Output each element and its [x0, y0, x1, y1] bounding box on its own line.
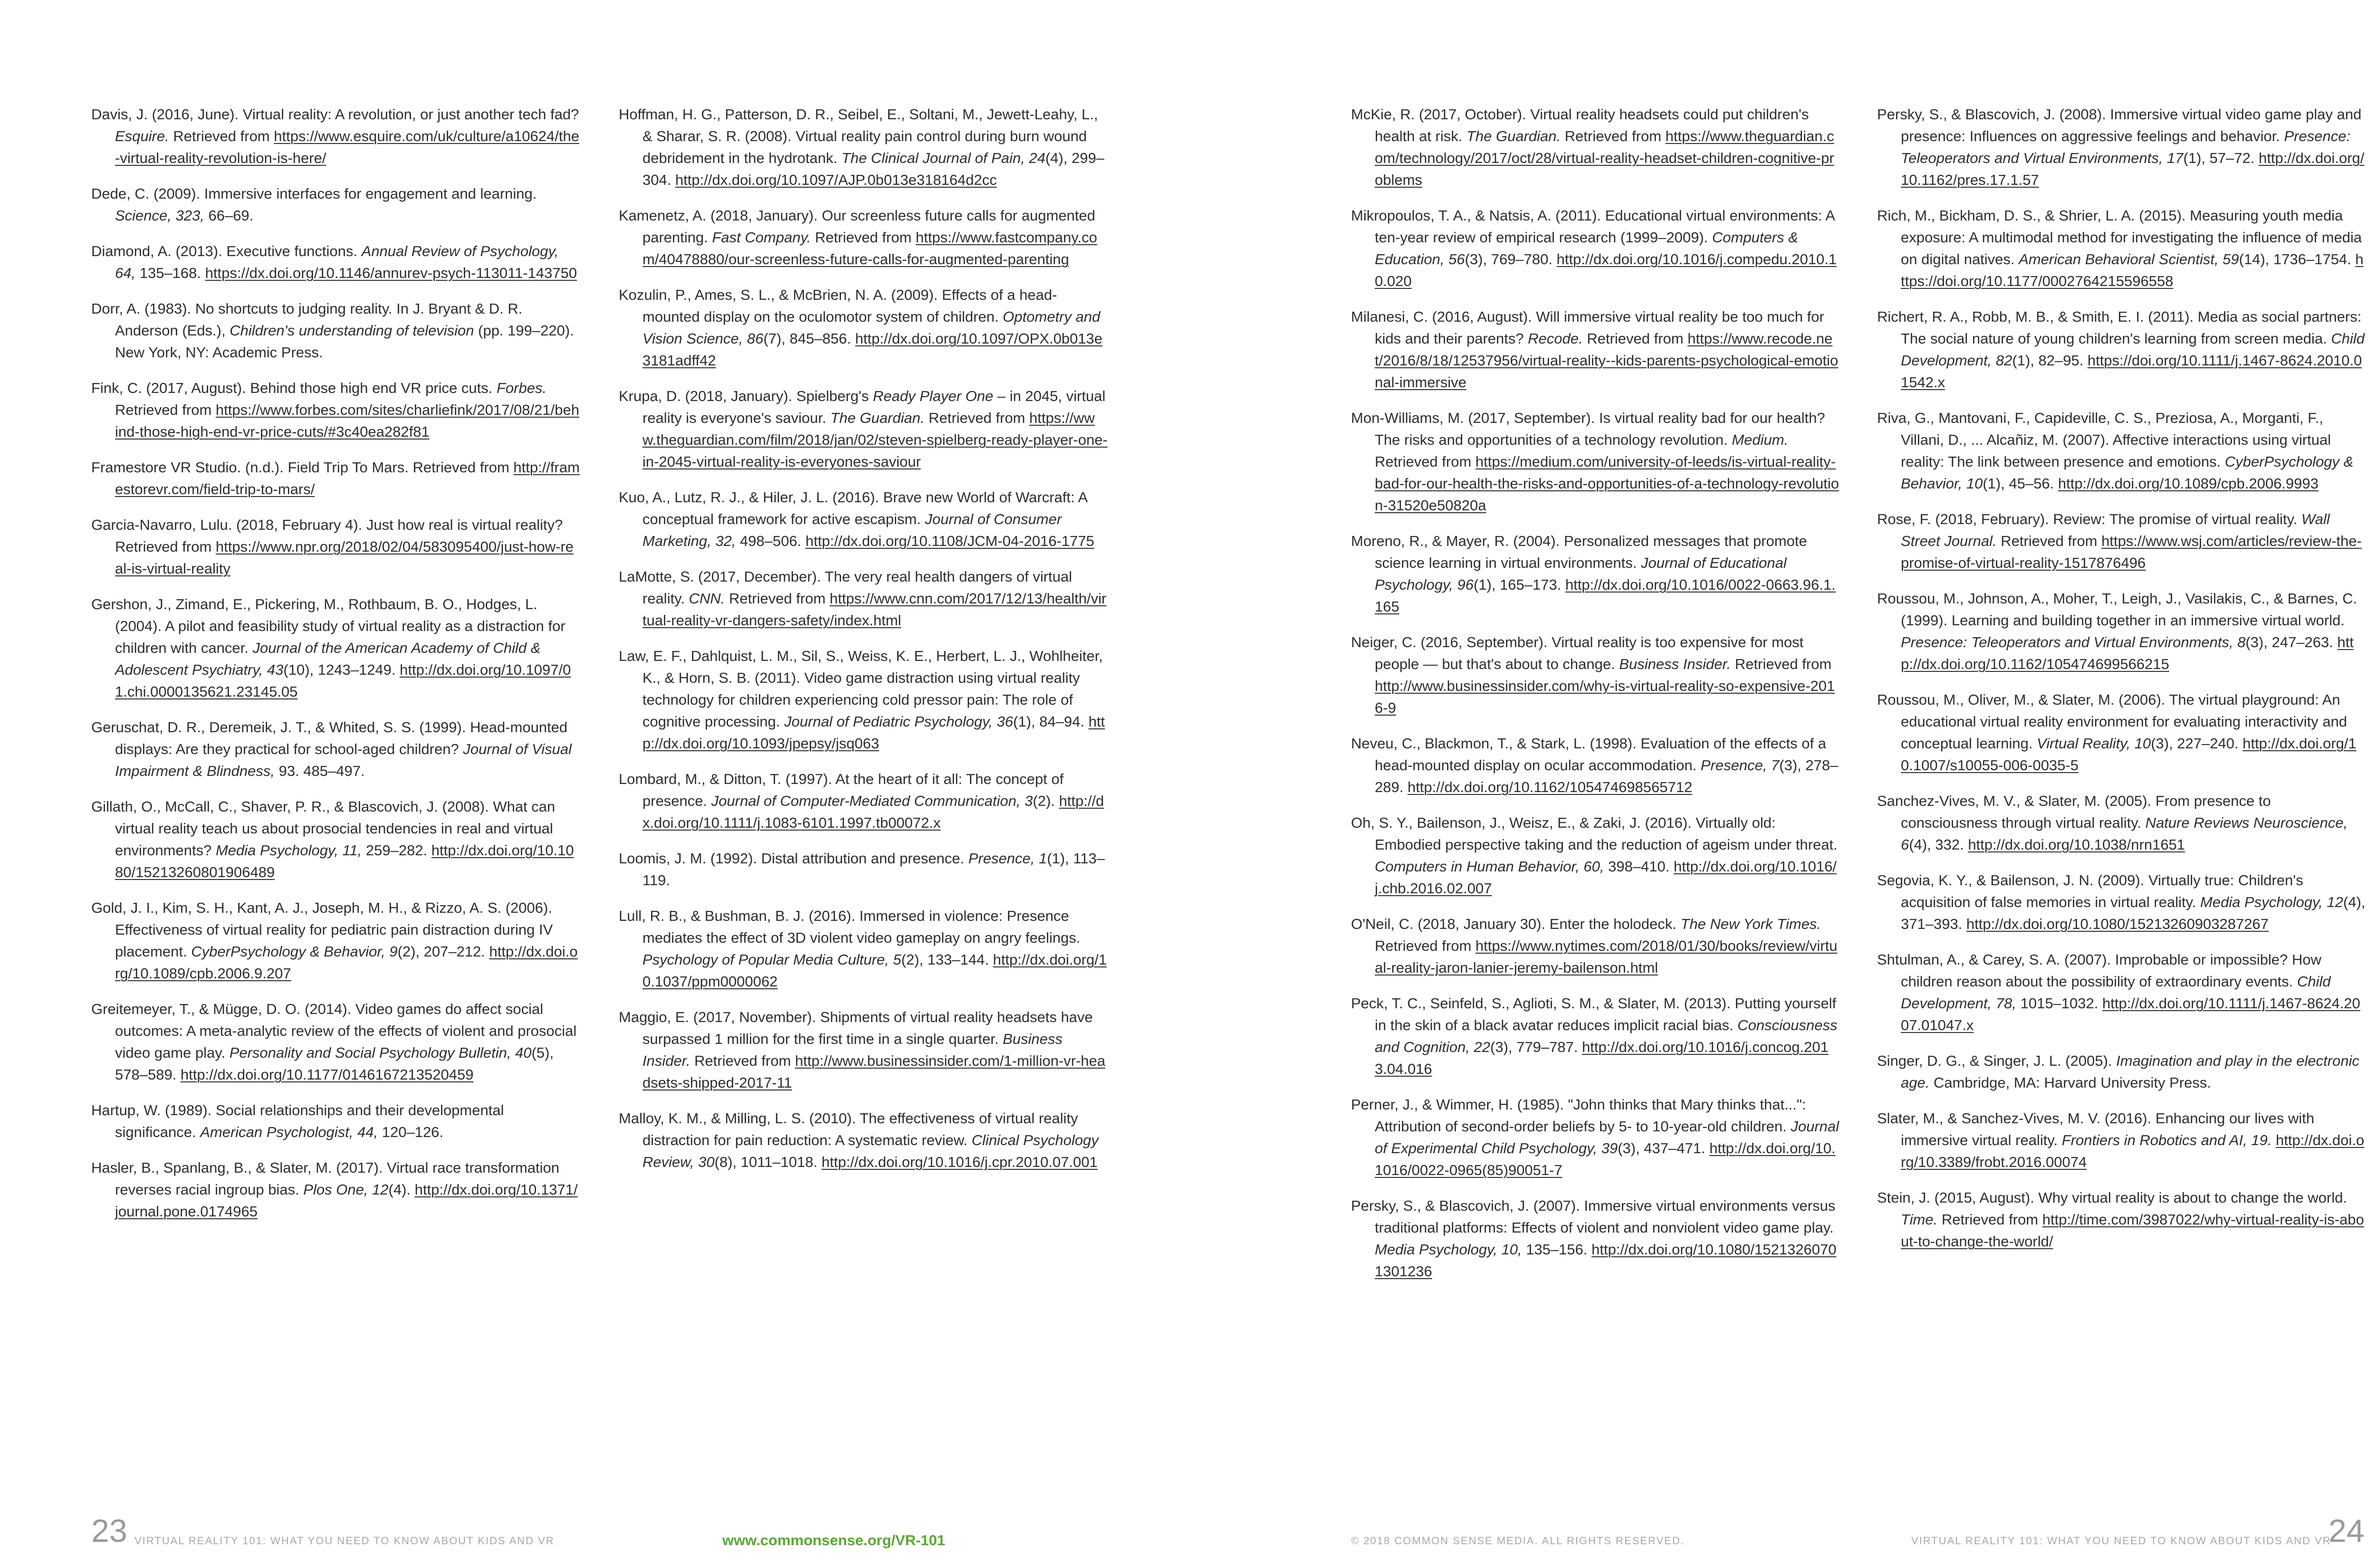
reference-text: Diamond, A. (2013). Executive functions.	[91, 243, 362, 259]
reference-text: Persky, S., & Blascovich, J. (2007). Immersive virtual environments versus traditional platforms: Effects of violent and nonviolent video game play.	[1351, 1197, 1836, 1236]
reference-source-title: Time.	[1901, 1211, 1938, 1228]
reference-entry	[1877, 508, 2366, 574]
reference-url-link[interactable]: http://dx.doi.org/10.1007/s10055-006-0035-5	[1901, 735, 2357, 774]
reference-text: 120–126.	[378, 1124, 444, 1140]
reference-text: Gershon, J., Zimand, E., Pickering, M., Rothbaum, B. O., Hodges, L. (2004). A pilot and feasibility study of virtual reality as a distraction for children with cancer.	[91, 596, 565, 656]
reference-text: Retrieved from	[1561, 128, 1666, 144]
reference-text: Peck, T. C., Seinfeld, S., Aglioti, S. M., & Slater, M. (2013). Putting yourself in the skin of a black avatar reduces implicit racial bias.	[1351, 995, 1837, 1033]
reference-entry	[91, 240, 581, 284]
reference-text: (10), 1243–1249.	[283, 661, 400, 678]
reference-text: Retrieved from	[725, 590, 830, 607]
reference-text: Davis, J. (2016, June). Virtual reality: A revolution, or just another tech fad?	[91, 106, 579, 123]
reference-entry	[1351, 104, 1840, 191]
reference-url-link[interactable]: http://dx.doi.org/10.1089/cpb.2006.9993	[2058, 475, 2319, 492]
reference-entry	[619, 205, 1108, 270]
reference-entry	[1877, 870, 2366, 935]
reference-text: Retrieved from	[169, 128, 274, 144]
reference-url-link[interactable]: https://www.esquire.com/uk/culture/a10624/the-virtual-reality-revolution-is-here/	[115, 128, 579, 166]
reference-source-title: Business Insider.	[642, 1031, 1063, 1069]
reference-source-title: Clinical Psychology Review, 30	[642, 1132, 1099, 1170]
reference-text: (3), 227–240.	[2151, 735, 2243, 752]
reference-text: (3), 247–263.	[2245, 634, 2338, 650]
reference-text: Garcia-Navarro, Lulu. (2018, February 4). Just how real is virtual reality? Retrieved from	[91, 516, 563, 555]
reference-text: Malloy, K. M., & Milling, L. S. (2010). The effectiveness of virtual reality distraction for pain reduction: A systematic review.	[619, 1110, 1078, 1148]
reference-url-link[interactable]: http://dx.doi.org/10.1016/j.concog.2013.04.016	[1375, 1039, 1829, 1077]
reference-url-link[interactable]: http://www.businessinsider.com/why-is-virtual-reality-so-expensive-2016-9	[1375, 678, 1835, 716]
reference-text: Greitemeyer, T., & Mügge, D. O. (2014). Video games do affect social outcomes: A meta-analytic review of the effects of violent and prosocial video game play.	[91, 1001, 577, 1061]
reference-source-title: The Guardian.	[830, 410, 925, 426]
reference-entry	[91, 457, 581, 500]
reference-text: Retrieved from	[1582, 330, 1688, 347]
reference-url-link[interactable]: http://dx.doi.org/10.1016/j.chb.2016.02.007	[1375, 858, 1837, 897]
reference-entry	[619, 645, 1108, 755]
reference-url-link[interactable]: http://dx.doi.org/10.1162/105474698565712	[1407, 779, 1693, 795]
reference-text: (4), 332.	[1909, 836, 1968, 853]
reference-entry	[619, 905, 1108, 993]
reference-source-title: Child Development, 82	[1901, 330, 2365, 369]
reference-text: Dede, C. (2009). Immersive interfaces for engagement and learning.	[91, 185, 537, 202]
website-link[interactable]: www.commonsense.org/VR-101	[722, 1532, 946, 1549]
reference-text: Framestore VR Studio. (n.d.). Field Trip To Mars. Retrieved from	[91, 459, 514, 476]
reference-source-title: Journal of Educational Psychology, 96	[1375, 555, 1787, 593]
reference-text: Retrieved from	[115, 402, 216, 418]
reference-entry	[91, 1157, 581, 1223]
reference-entry	[91, 897, 581, 985]
reference-text: Neiger, C. (2016, September). Virtual reality is too expensive for most people — but that's about to change.	[1351, 634, 1804, 672]
reference-text: Retrieved from	[811, 229, 916, 246]
reference-url-link[interactable]: https://doi.org/10.1177/0002764215596558	[1901, 251, 2364, 289]
reference-url-link[interactable]: http://dx.doi.org/10.1097/AJP.0b013e318164d2cc	[675, 172, 997, 188]
reference-text: Loomis, J. M. (1992). Distal attribution and presence.	[619, 850, 968, 867]
reference-url-link[interactable]: http://dx.doi.org/10.1080/15213260801906489	[115, 842, 574, 880]
reference-text: (7), 845–856.	[763, 330, 855, 347]
running-title-left: VIRTUAL REALITY 101: WHAT YOU NEED TO KNOW ABOUT KIDS AND VR	[134, 1535, 555, 1547]
reference-source-title: Presence, 1	[968, 850, 1047, 867]
reference-entry	[1351, 1195, 1840, 1282]
reference-source-title: Computers & Education, 56	[1375, 229, 1798, 268]
reference-text: (1), 57–72.	[2183, 150, 2259, 166]
reference-entry	[619, 385, 1108, 473]
reference-text: Fink, C. (2017, August). Behind those high end VR price cuts.	[91, 380, 497, 396]
reference-url-link[interactable]: http://dx.doi.org/10.1080/15213260903287267	[1966, 916, 2269, 932]
reference-entry	[619, 1006, 1108, 1094]
page-number-right: 24	[2328, 1513, 2365, 1549]
reference-text: Mikropoulos, T. A., & Natsis, A. (2011). Educational virtual environments: A ten-year review of empirical research (1999–2009).	[1351, 207, 1835, 246]
reference-entry	[619, 768, 1108, 834]
reference-source-title: Optometry and Vision Science, 86	[642, 308, 1101, 347]
reference-entry	[1877, 1108, 2366, 1173]
reference-url-link[interactable]: http://time.com/3987022/why-virtual-reality-is-about-to-change-the-world/	[1901, 1211, 2364, 1250]
reference-source-title: CNN.	[689, 590, 725, 607]
reference-text: Lombard, M., & Ditton, T. (1997). At the heart of it all: The concept of presence.	[619, 771, 1064, 809]
reference-url-link[interactable]: http://dx.doi.org/10.1038/nrn1651	[1968, 836, 2185, 853]
reference-url-link[interactable]: http://dx.doi.org/10.1162/105474699566215	[1901, 634, 2354, 672]
reference-text	[2271, 1132, 2276, 1148]
reference-source-title: Frontiers in Robotics and AI, 19.	[2061, 1132, 2272, 1148]
reference-url-link[interactable]: http://dx.doi.org/10.1371/journal.pone.0174965	[115, 1181, 578, 1220]
reference-text: 398–410.	[1604, 858, 1674, 875]
reference-text: (4), 299–304.	[642, 150, 1104, 188]
reference-text: Retrieved from	[1375, 937, 1475, 954]
copyright-notice: © 2018 COMMON SENSE MEDIA. ALL RIGHTS RESERVED.	[1351, 1535, 1685, 1547]
page-number-left: 23	[91, 1513, 127, 1549]
reference-entry	[91, 998, 581, 1086]
reference-entry	[1351, 812, 1840, 899]
reference-entry	[91, 593, 581, 703]
reference-source-title: CyberPsychology & Behavior, 10	[1901, 453, 2354, 492]
reference-text: 66–69.	[204, 207, 254, 224]
reference-entry	[1351, 913, 1840, 979]
reference-entry	[1877, 306, 2366, 393]
reference-text: (2), 133–144.	[901, 951, 993, 968]
reference-entry	[1877, 104, 2366, 191]
reference-source-title: Journal of Computer-Mediated Communication, 3	[711, 793, 1033, 809]
reference-source-title: Forbes.	[496, 380, 547, 396]
reference-text: Cambridge, MA: Harvard University Press.	[1929, 1074, 2211, 1091]
reference-text: (1), 165–173.	[1473, 576, 1565, 593]
reference-text: Kozulin, P., Ames, S. L., & McBrien, N. A. (2009). Effects of a head-mounted display on the oculomotor system of children.	[619, 287, 1057, 325]
reference-text: Sanchez-Vives, M. V., & Slater, M. (2005). From presence to consciousness through virtual reality.	[1877, 793, 2271, 831]
reference-entry	[1877, 689, 2366, 776]
reference-source-title: Media Psychology, 11,	[215, 842, 362, 859]
reference-text: (1), 84–94.	[1013, 713, 1089, 730]
reference-text: Law, E. F., Dahlquist, L. M., Sil, S., Weiss, K. E., Herbert, L. J., Wohlheiter, K., & Horn, S. B. (2011). Video game distraction using virtual reality technology for children experiencing cold pressor pain: The role of cognitive processing.	[619, 648, 1103, 730]
reference-entry	[1351, 530, 1840, 618]
reference-entry	[1351, 407, 1840, 516]
reference-text: (3), 779–787.	[1490, 1039, 1582, 1055]
reference-url-link[interactable]: http://dx.doi.org/10.1108/JCM-04-2016-1775	[805, 533, 1094, 549]
reference-text: Gillath, O., McCall, C., Shaver, P. R., & Blascovich, J. (2008). What can virtual reality teach us about prosocial tendencies in real and virtual environments?	[91, 798, 556, 859]
reference-text: Perner, J., & Wimmer, H. (1985). "John thinks that Mary thinks that...": Attribution of second-order beliefs by 5- to 10-year-old children.	[1351, 1096, 1806, 1135]
reference-text: Krupa, D. (2018, January). Spielberg's	[619, 388, 873, 404]
reference-source-title: CyberPsychology & Behavior, 9	[191, 943, 398, 960]
reference-entry	[1877, 790, 2366, 856]
reference-source-title: Journal of Pediatric Psychology, 36	[784, 713, 1014, 730]
reference-source-title: Child Development, 78,	[1901, 973, 2331, 1012]
reference-source-title: Computers in Human Behavior, 60,	[1375, 858, 1604, 875]
reference-entry	[1351, 733, 1840, 798]
reference-url-link[interactable]: http://dx.doi.org/10.3389/frobt.2016.00074	[1901, 1132, 2365, 1170]
reference-text: Retrieved from	[1375, 453, 1475, 470]
reference-source-title: Science, 323,	[115, 207, 204, 224]
reference-entry	[91, 104, 581, 169]
reference-text: (1), 113–119.	[642, 850, 1105, 889]
reference-text: 93. 485–497.	[274, 763, 365, 779]
reference-text: Stein, J. (2015, August). Why virtual reality is about to change the world.	[1877, 1189, 2347, 1206]
reference-entry	[1877, 205, 2366, 292]
reference-text: Retrieved from	[1731, 656, 1832, 672]
reference-url-link[interactable]: https://www.fastcompany.com/40478880/our-screenless-future-calls-for-augmented-parenting	[642, 229, 1097, 268]
reference-source-title: Personality and Social Psychology Bulletin, 40	[229, 1044, 532, 1061]
reference-url-link[interactable]: https://www.theguardian.com/film/2018/jan/02/steven-spielberg-ready-player-one-in-2045-virtual-reality-is-everyones-saviour	[642, 410, 1108, 470]
reference-source-title: Business Insider.	[1619, 656, 1731, 672]
reference-source-title: Media Psychology, 10,	[1375, 1241, 1522, 1258]
reference-source-title: Journal of Consumer Marketing, 32,	[642, 511, 1062, 549]
reference-text: Moreno, R., & Mayer, R. (2004). Personalized messages that promote science learning in virtual environments.	[1351, 533, 1807, 571]
reference-entry	[91, 717, 581, 782]
reference-text: in 2045, virtual reality is everyone's saviour.	[642, 388, 1106, 426]
reference-source-title: Presence: Teleoperators and Virtual Environments, 8	[1901, 634, 2246, 650]
reference-url-link[interactable]: http://dx.doi.org/10.1016/j.compedu.2010.10.020	[1375, 251, 1837, 289]
reference-entry	[619, 487, 1108, 552]
reference-text: 1015–1032.	[2016, 995, 2102, 1012]
reference-column-4	[1877, 104, 2366, 1266]
reference-source-title: The Guardian.	[1466, 128, 1561, 144]
reference-url-link[interactable]: http://dx.doi.org/10.1080/15213260701301236	[1375, 1241, 1837, 1280]
reference-url-link[interactable]: http://dx.doi.org/10.1111/j.1083-6101.1997.tb00072.x	[642, 793, 1104, 831]
reference-text: McKie, R. (2017, October). Virtual reality headsets could put children's health at risk.	[1351, 106, 1809, 144]
reference-entry	[619, 104, 1108, 191]
reference-entry	[91, 1100, 581, 1143]
reference-text: LaMotte, S. (2017, December). The very real health dangers of virtual reality.	[619, 568, 1073, 607]
reference-entry	[1877, 1187, 2366, 1252]
reference-text: Hasler, B., Spanlang, B., & Slater, M. (2017). Virtual race transformation reverses racial ingroup bias.	[91, 1159, 560, 1198]
reference-text: Retrieved from	[924, 410, 1029, 426]
reference-entry	[619, 1108, 1108, 1173]
reference-text: Rich, M., Bickham, D. S., & Shrier, L. A. (2015). Measuring youth media exposure: A multimodal method for investigating the influence of media on digital natives.	[1877, 207, 2362, 268]
reference-entry	[1877, 407, 2366, 495]
reference-entry	[1877, 949, 2366, 1036]
reference-source-title: Consciousness and Cognition, 22	[1375, 1017, 1838, 1055]
reference-text: 259–282.	[362, 842, 431, 859]
reference-entry	[91, 298, 581, 363]
reference-source-title: Journal of Visual Impairment & Blindness,	[115, 741, 572, 779]
reference-text: O'Neil, C. (2018, January 30). Enter the holodeck.	[1351, 916, 1681, 932]
reference-text: (4).	[388, 1181, 415, 1198]
reference-url-link[interactable]: http://dx.doi.org/10.1016/0022-0965(85)90051-7	[1375, 1140, 1836, 1178]
reference-source-title: Psychology of Popular Media Culture, 5	[642, 951, 901, 968]
reference-url-link[interactable]: http://dx.doi.org/10.1162/pres.17.1.57	[1901, 150, 2365, 188]
reference-source-title: Medium.	[1732, 431, 1789, 448]
reference-entry	[619, 566, 1108, 631]
reference-source-title: Journal of Experimental Child Psychology, 39	[1375, 1118, 1839, 1157]
reference-entry	[1351, 205, 1840, 292]
reference-text: Neveu, C., Blackmon, T., & Stark, L. (1998). Evaluation of the effects of a head-mounted display on ocular accommodation.	[1351, 735, 1826, 774]
reference-source-title: Wall Street Journal.	[1901, 511, 2330, 549]
reference-text: Richert, R. A., Robb, M. B., & Smith, E. I. (2011). Media as social partners: The social nature of young children's learning from screen media.	[1877, 308, 2362, 347]
reference-text: Riva, G., Mantovani, F., Capideville, C. S., Preziosa, A., Morganti, F., Villani, D., ... Alcañiz, M. (2007). Affective interactions using virtual reality: The link between presence and emotions.	[1877, 410, 2331, 470]
reference-url-link[interactable]: https://dx.doi.org/10.1146/annurev-psych-113011-143750	[205, 265, 577, 281]
reference-text: Maggio, E. (2017, November). Shipments of virtual reality headsets have surpassed 1 million for the first time in a single quarter.	[619, 1009, 1093, 1047]
reference-source-title: Esquire.	[115, 128, 169, 144]
reference-text: Persky, S., & Blascovich, J. (2008). Immersive virtual video game play and presence: Influences on aggressive feelings and behavior.	[1877, 106, 2362, 144]
reference-entry	[619, 284, 1108, 372]
running-title-right: VIRTUAL REALITY 101: WHAT YOU NEED TO KNOW ABOUT KIDS AND VR	[1911, 1535, 2331, 1547]
reference-entry	[91, 796, 581, 883]
reference-text: Shtulman, A., & Carey, S. A. (2007). Improbable or impossible? How children reason about the possibility of extraordinary events.	[1877, 951, 2322, 990]
reference-text: (3), 437–471.	[1618, 1140, 1710, 1157]
reference-text: Roussou, M., Oliver, M., & Slater, M. (2006). The virtual playground: An educational virtual reality environment for evaluating interactivity and conceptual learning.	[1877, 691, 2347, 752]
reference-url-link[interactable]: http://dx.doi.org/10.1097/OPX.0b013e3181adff42	[642, 330, 1103, 369]
reference-text: Kuo, A., Lutz, R. J., & Hiler, J. L. (2016). Brave new World of Warcraft: A conceptual framework for active escapism.	[619, 489, 1087, 527]
reference-text: (3), 769–780.	[1465, 251, 1557, 268]
reference-entry	[619, 848, 1108, 891]
reference-entry	[1877, 1050, 2366, 1094]
reference-source-title: The New York Times.	[1680, 916, 1821, 932]
reference-text: Retrieved from	[1996, 533, 2102, 549]
reference-source-title: The Clinical Journal of Pain, 24	[841, 150, 1045, 166]
reference-text: (14), 1736–1754.	[2239, 251, 2356, 268]
reference-text: Retrieved from	[690, 1052, 795, 1069]
reference-source-title: Ready Player One –	[872, 388, 1006, 404]
reference-column-2	[619, 104, 1108, 1187]
reference-source-title: Virtual Reality, 10	[2037, 735, 2151, 752]
reference-entry	[1351, 306, 1840, 393]
reference-text: (4), 371–393.	[1901, 894, 2366, 932]
reference-text: Kamenetz, A. (2018, January). Our screenless future calls for augmented parenting.	[619, 207, 1095, 246]
reference-url-link[interactable]: https://medium.com/university-of-leeds/is-virtual-reality-bad-for-our-health-the-risks-and-opportunities-of-a-technology-revolution-31520e50820a	[1375, 453, 1839, 514]
reference-text: 498–506.	[736, 533, 805, 549]
reference-source-title: Annual Review of Psychology, 64,	[115, 243, 559, 281]
reference-url-link[interactable]: http://dx.doi.org/10.1097/01.chi.0000135621.23145.05	[115, 661, 571, 700]
reference-text: (1), 82–95.	[2012, 352, 2088, 369]
reference-url-link[interactable]: https://www.wsj.com/articles/review-the-promise-of-virtual-reality-1517876496	[1901, 533, 2362, 571]
reference-entry	[1351, 1094, 1840, 1181]
reference-text: Retrieved from	[1937, 1211, 2042, 1228]
reference-text: Singer, D. G., & Singer, J. L. (2005).	[1877, 1052, 2117, 1069]
reference-text: Rose, F. (2018, February). Review: The promise of virtual reality.	[1877, 511, 2302, 527]
reference-url-link[interactable]: https://www.cnn.com/2017/12/13/health/virtual-reality-vr-dangers-safety/index.html	[642, 590, 1107, 629]
reference-text: Dorr, A. (1983). No shortcuts to judging reality. In J. Bryant & D. R. Anderson (Eds.),	[91, 300, 523, 339]
reference-entry	[1877, 588, 2366, 675]
reference-url-link[interactable]: https://www.theguardian.com/technology/2017/oct/28/virtual-reality-headset-children-cognitive-problems	[1375, 128, 1834, 188]
reference-url-link[interactable]: https://www.forbes.com/sites/charliefink/2017/08/21/behind-those-high-end-vr-price-cuts/#3c40ea282f81	[115, 402, 579, 440]
reference-url-link[interactable]: http://dx.doi.org/10.1089/cpb.2006.9.207	[115, 943, 578, 982]
reference-text: Segovia, K. Y., & Bailenson, J. N. (2009). Virtually true: Children's acquisition of false memories in virtual reality.	[1877, 872, 2303, 910]
reference-text: Hoffman, H. G., Patterson, D. R., Seibel, E., Soltani, M., Jewett-Leahy, L., & Sharar, S. R. (2008). Virtual reality pain control during burn wound debridement in the hydrotank.	[619, 106, 1098, 166]
reference-text: Roussou, M., Johnson, A., Moher, T., Leigh, J., Vasilakis, C., & Barnes, C. (1999). Learning and building together in an immersive virtual world.	[1877, 590, 2357, 629]
reference-source-title: Imagination and play in the electronic age.	[1901, 1052, 2359, 1091]
reference-url-link[interactable]: http://dx.doi.org/10.1093/jpepsy/jsq063	[642, 713, 1105, 752]
reference-entry	[1351, 631, 1840, 719]
reference-source-title: Plos One, 12	[303, 1181, 389, 1198]
reference-entry	[91, 183, 581, 227]
reference-text: (1), 45–56.	[1983, 475, 2058, 492]
reference-text: (2), 207–212.	[397, 943, 489, 960]
reference-text: (2).	[1033, 793, 1059, 809]
reference-source-title: American Behavioral Scientist, 59	[2019, 251, 2239, 268]
reference-text: 135–168.	[135, 265, 205, 281]
reference-url-link[interactable]: http://www.businessinsider.com/1-million-vr-headsets-shipped-2017-11	[642, 1052, 1105, 1091]
reference-text: (8), 1011–1018.	[714, 1154, 822, 1170]
reference-source-title: Journal of the American Academy of Child & Adolescent Psychiatry, 43	[115, 640, 541, 678]
reference-text: Gold, J. I., Kim, S. H., Kant, A. J., Joseph, M. H., & Rizzo, A. S. (2006). Effectiveness of virtual reality for pediatric pain distraction during IV placement.	[91, 899, 553, 960]
reference-url-link[interactable]: http://dx.doi.org/10.1111/j.1467-8624.2007.01047.x	[1901, 995, 2360, 1033]
reference-url-link[interactable]: http://dx.doi.org/10.1016/0022-0663.96.1.165	[1375, 576, 1836, 615]
reference-source-title: Presence, 7	[1700, 757, 1780, 774]
reference-url-link[interactable]: https://doi.org/10.1111/j.1467-8624.2010.01542.x	[1901, 352, 2362, 391]
reference-source-title: Presence: Teleoperators and Virtual Environments, 17	[1901, 128, 2351, 166]
reference-source-title: Nature Reviews Neuroscience, 6	[1901, 814, 2348, 853]
reference-source-title: Fast Company.	[712, 229, 811, 246]
reference-entry	[1351, 993, 1840, 1080]
reference-source-title: Children's understanding of television	[230, 322, 474, 339]
reference-text: Milanesi, C. (2016, August). Will immersive virtual reality be too much for kids and their parents?	[1351, 308, 1824, 347]
reference-text: Lull, R. B., & Bushman, B. J. (2016). Immersed in violence: Presence mediates the effect of 3D violent video gameplay on angry feelings.	[619, 908, 1081, 946]
reference-text: (3), 278–289.	[1375, 757, 1839, 795]
reference-text: Geruschat, D. R., Deremeik, J. T., & Whited, S. S. (1999). Head-mounted displays: Are they practical for school-aged children?	[91, 719, 568, 757]
reference-text: Hartup, W. (1989). Social relationships and their developmental significance.	[91, 1102, 504, 1140]
reference-url-link[interactable]: https://www.nytimes.com/2018/01/30/books/review/virtual-reality-jaron-lanier-jeremy-bailenson.html	[1375, 937, 1838, 976]
reference-text: Slater, M., & Sanchez-Vives, M. V. (2016). Enhancing our lives with immersive virtual reality.	[1877, 1110, 2315, 1148]
reference-source-title: American Psychologist, 44,	[200, 1124, 378, 1140]
reference-url-link[interactable]: https://www.npr.org/2018/02/04/583095400/just-how-real-is-virtual-reality	[115, 538, 574, 577]
reference-entry	[91, 377, 581, 443]
reference-source-title: Recode.	[1528, 330, 1583, 347]
reference-text: (5), 578–589.	[115, 1044, 554, 1083]
reference-text: 135–156.	[1522, 1241, 1592, 1258]
reference-source-title: Media Psychology, 12	[2200, 894, 2343, 910]
reference-url-link[interactable]: http://framestorevr.com/field-trip-to-mars/	[115, 459, 580, 497]
reference-url-link[interactable]: http://dx.doi.org/10.1016/j.cpr.2010.07.001	[821, 1154, 1098, 1170]
reference-column-1	[91, 104, 581, 1236]
reference-text: (pp. 199–220). New York, NY: Academic Press.	[115, 322, 574, 361]
reference-url-link[interactable]: https://www.recode.net/2016/8/18/12537956/virtual-reality--kids-parents-psychological-emotional-immersive	[1375, 330, 1839, 391]
reference-column-3	[1351, 104, 1840, 1296]
reference-entry	[91, 514, 581, 580]
reference-text: Oh, S. Y., Bailenson, J., Weisz, E., & Zaki, J. (2016). Virtually old: Embodied perspective taking and the reduction of ageism under threat.	[1351, 814, 1838, 853]
reference-url-link[interactable]: http://dx.doi.org/10.1037/ppm0000062	[642, 951, 1107, 990]
reference-url-link[interactable]: http://dx.doi.org/10.1177/0146167213520459	[180, 1066, 474, 1083]
reference-text: Mon-Williams, M. (2017, September). Is virtual reality bad for our health? The risks and opportunities of a technology revolution.	[1351, 410, 1825, 448]
